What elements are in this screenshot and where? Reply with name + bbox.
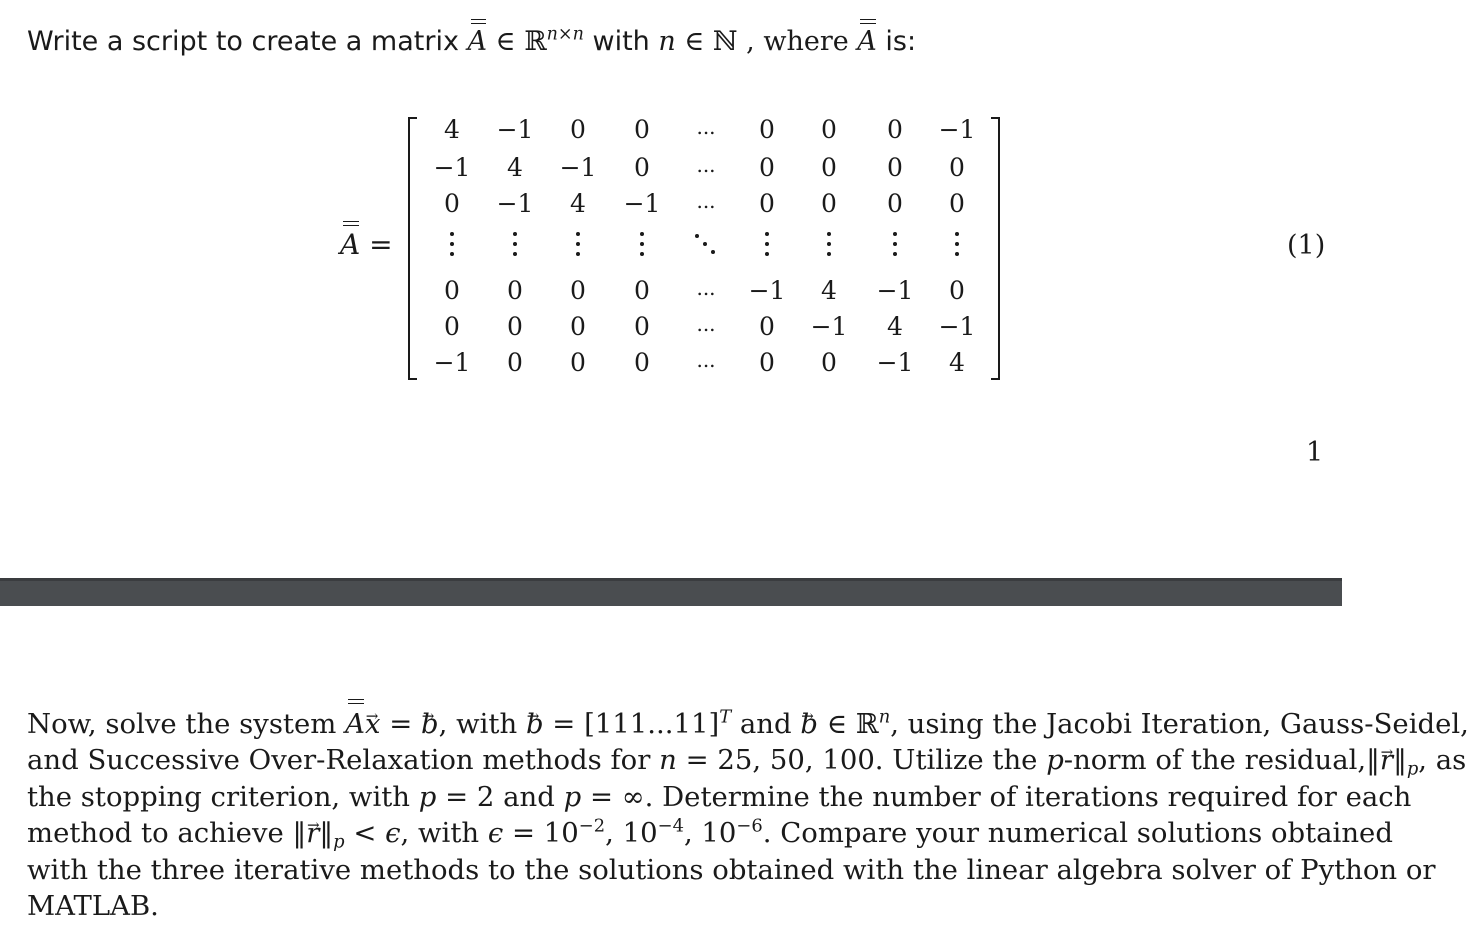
paragraph-line-3: the stopping criterion, with p = 2 and p = ∞. Determine the number of iterations required for each [27,780,1412,813]
paragraph-line-6: MATLAB. [27,890,159,923]
matrix-cell-r3-c2: −1 [496,189,534,218]
matrix-cell-r1-c9: −1 [938,115,976,144]
matrix-cell-r2-c6: 0 [759,153,775,182]
vertical-dots-icon [512,230,518,256]
matrix-cell-r2-c3: −1 [559,153,597,182]
matrix-cell-r4-c9 [954,230,960,260]
vertical-dots-icon [575,230,581,256]
matrix-cell-r2-c4: 0 [634,153,650,182]
vertical-dots-icon [449,230,455,256]
matrix-cell-r7-c8: −1 [876,348,914,377]
matrix-cell-r4-c7 [826,230,832,260]
matrix-cell-r1-c3: 0 [570,115,586,144]
intro-sentence: Write a script to create a matrix A ∈ ℝ$^{n\times n}$ with n ∈ ℕ , where A is: [27,24,917,57]
equation-number: (1) [1287,230,1326,261]
matrix-symbol: A [467,26,488,57]
matrix-cell-r4-c4 [639,230,645,260]
matrix-cell-r5-c7: 4 [821,276,837,305]
matrix-left-bracket [408,117,417,380]
matrix-cell-r4-c1 [449,230,455,260]
vertical-dots-icon [954,230,960,256]
page-separator [0,578,1342,606]
matrix-cell-r5-c8: −1 [876,276,914,305]
matrix-cell-r2-c5: ... [696,153,716,177]
matrix-cell-r3-c7: 0 [821,189,837,218]
paragraph-line-1: Now, solve the system Ax → = b →, with b → = $[111...11]^T$ and b → ∈ ℝ$^n$, using the Jacobi Iteration, Gauss-Seidel, [27,706,1325,742]
matrix-cell-r3-c9: 0 [949,189,965,218]
diagonal-dots-icon [694,230,718,256]
matrix-cell-r3-c1: 0 [444,189,460,218]
vertical-dots-icon [639,230,645,256]
matrix-cell-r6-c2: 0 [507,312,523,341]
matrix-cell-r2-c7: 0 [821,153,837,182]
matrix-cell-r5-c2: 0 [507,276,523,305]
matrix-cell-r5-c6: −1 [748,276,786,305]
matrix-cell-r7-c6: 0 [759,348,775,377]
equation-lhs: A = [340,228,393,261]
matrix-cell-r6-c7: −1 [810,312,848,341]
matrix-cell-r4-c8 [892,230,898,260]
matrix-cell-r1-c7: 0 [821,115,837,144]
matrix-cell-r1-c1: 4 [444,115,460,144]
matrix-cell-r3-c4: −1 [623,189,661,218]
matrix-cell-r5-c5: ... [696,276,716,300]
matrix-cell-r6-c9: −1 [938,312,976,341]
matrix-right-bracket [991,117,1000,380]
paragraph-line-4: method to achieve ‖r $\to‖_p < \epsilon$, with $\epsilon = 10^{-2}$, $10^{-4}$, $10^{-6}$. Compare your numerical solutions obtained [27,815,1325,851]
matrix-cell-r6-c4: 0 [634,312,650,341]
matrix-cell-r1-c6: 0 [759,115,775,144]
problem-paragraph [27,706,1469,924]
matrix-cell-r3-c3: 4 [570,189,586,218]
matrix-cell-r4-c2 [512,230,518,260]
vertical-dots-icon [892,230,898,256]
paragraph-line-2: and Successive Over-Relaxation methods for n = 25, 50, 100. Utilize the p-norm of the residual,‖r $\to‖_p$, as [27,742,1325,778]
matrix-cell-r1-c4: 0 [634,115,650,144]
matrix-cell-r2-c2: 4 [507,153,523,182]
matrix-cell-r1-c5: ... [696,115,716,139]
matrix-cell-r7-c3: 0 [570,348,586,377]
matrix-cell-r1-c2: −1 [496,115,534,144]
matrix-cell-r7-c4: 0 [634,348,650,377]
matrix-cell-r7-c9: 4 [949,348,965,377]
matrix-cell-r7-c2: 0 [507,348,523,377]
matrix-cell-r6-c3: 0 [570,312,586,341]
matrix-cell-r7-c5: ... [696,348,716,372]
vertical-dots-icon [826,230,832,256]
matrix-cell-r7-c1: −1 [433,348,471,377]
matrix-cell-r4-c6 [764,230,770,260]
matrix-cell-r4-c3 [575,230,581,260]
matrix [408,117,1000,380]
matrix-cell-r5-c4: 0 [634,276,650,305]
matrix-cell-r3-c8: 0 [887,189,903,218]
matrix-cell-r4-c5 [694,230,718,260]
matrix-cell-r5-c9: 0 [949,276,965,305]
paragraph-line-5: with the three iterative methods to the solutions obtained with the linear algebra solver of Python or [27,853,1436,886]
matrix-cell-r1-c8: 0 [887,115,903,144]
matrix-cell-r2-c8: 0 [887,153,903,182]
matrix-cell-r6-c6: 0 [759,312,775,341]
matrix-symbol: A [857,26,877,57]
matrix-cell-r6-c1: 0 [444,312,460,341]
matrix-cell-r5-c1: 0 [444,276,460,305]
matrix-cell-r7-c7: 0 [821,348,837,377]
matrix-cell-r2-c9: 0 [949,153,965,182]
matrix-cell-r3-c5: ... [696,189,716,213]
page-number: 1 [1306,437,1324,468]
matrix-cell-r6-c8: 4 [887,312,903,341]
vertical-dots-icon [764,230,770,256]
matrix-cell-r2-c1: −1 [433,153,471,182]
matrix-cell-r3-c6: 0 [759,189,775,218]
matrix-cell-r6-c5: ... [696,312,716,336]
matrix-cell-r5-c3: 0 [570,276,586,305]
